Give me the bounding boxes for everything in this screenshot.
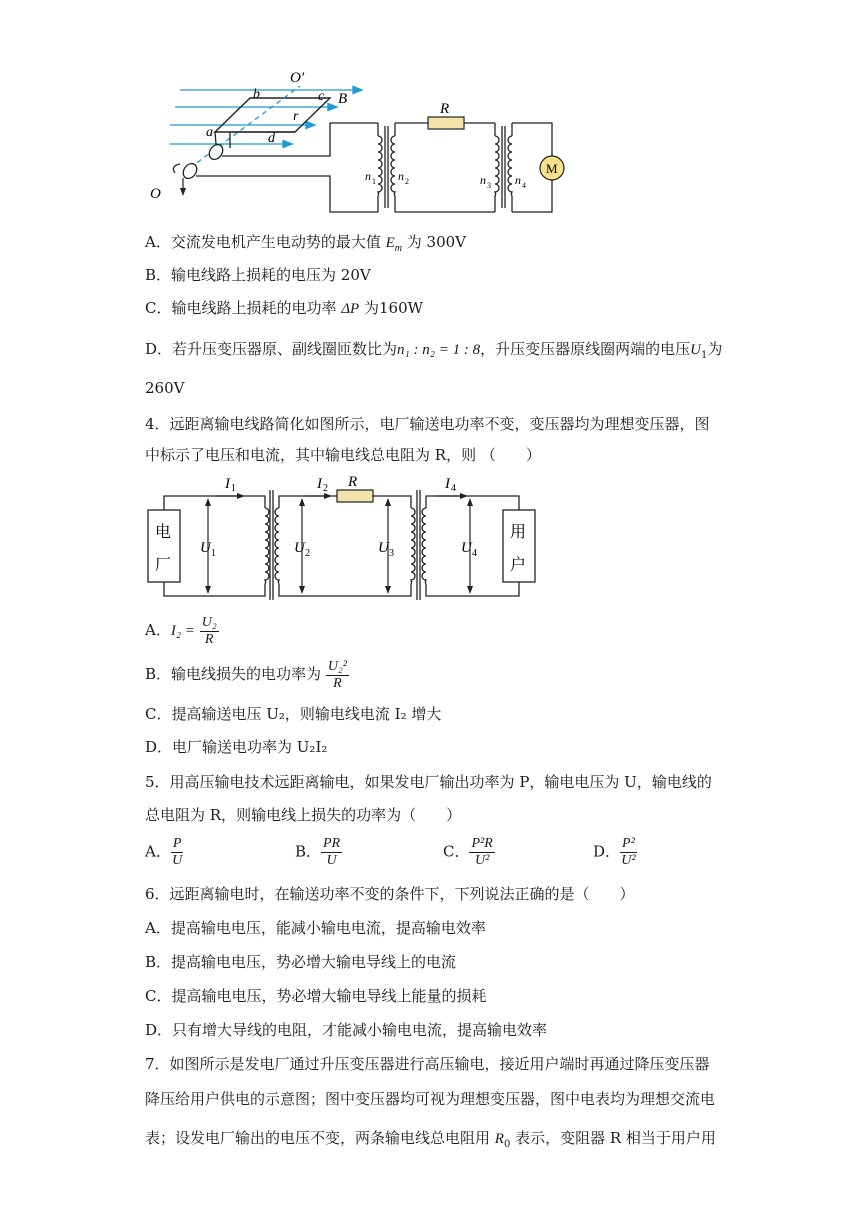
svg-text:r: r [293,109,299,124]
step-down-transformer [495,123,512,212]
q5-option-b: B． $\frac{PR}{U}$ [295,836,341,868]
svg-text:R: R [348,474,358,490]
svg-text:1: 1 [231,483,236,494]
svg-text:I: I [445,476,450,492]
q6-option-b: B．提高输电电压，势必增大输电导线上的电流 [145,953,457,971]
transmission-circuit-figure [145,472,540,602]
step-up-transformer [378,123,395,212]
svg-text:n: n [365,169,371,183]
q4-option-c: C．提高输送电压 U₂，则输电线电流 I₂ 增大 [145,705,442,723]
svg-text:a: a [206,125,213,140]
svg-text:4: 4 [451,483,456,494]
q3-option-c: C．输电线路上损耗的电功率 ΔP 为160W [145,299,424,317]
q5-option-d: D． $\frac{\text{P²}}{\text{U²}}$ [593,836,636,868]
svg-text:b: b [253,87,260,102]
q3-option-b: B．输电线路上损耗的电压为 20V [145,266,371,284]
q5-option-c: C． $\frac{\text{P²R}}{\text{U²}}$ [443,836,493,868]
q3-option-d: D．若升压变压器原、副线圈匝数比为n₁ : n₂ = 1 : 8，升压变压器原线圈两端的电压$U_1$为 [145,340,723,361]
q6-option-d: D．只有增大导线的电阻，才能减小输电电流，提高输电效率 [145,1021,548,1039]
svg-text:n: n [515,173,521,187]
svg-text:4: 4 [522,181,526,190]
svg-text:d: d [268,131,275,146]
q4-option-d: D．电厂输送电功率为 U₂I₂ [145,738,328,756]
generator-transmission-figure [140,68,570,218]
q4-option-a: A．I₂ = $\frac{\text{U₂}}{R}$ [145,614,217,647]
svg-text:3: 3 [389,548,394,559]
q7-line2: 降压给用户供电的示意图；图中变压器均可视为理想变压器，图中电表均为理想交流电 [145,1090,716,1108]
svg-text:4: 4 [472,548,477,559]
svg-text:B: B [338,91,348,107]
svg-text:2: 2 [305,548,310,559]
svg-text:1: 1 [372,177,376,186]
svg-text:厂: 厂 [155,557,172,574]
svg-text:R: R [440,101,450,117]
svg-text:U: U [378,540,389,556]
magnetic-field-lines [170,87,362,148]
resistor-R [428,117,464,129]
svg-text:电: 电 [155,524,172,541]
svg-text:2: 2 [323,483,328,494]
svg-text:户: 户 [510,557,527,574]
svg-text:1: 1 [211,548,216,559]
q7-line1: 7．如图所示是发电厂通过升压变压器进行高压输电，接近用户端时再通过降压变压器 [145,1055,710,1073]
svg-text:I: I [317,476,322,492]
svg-text:U: U [461,540,472,556]
svg-text:I: I [225,476,230,492]
label-o-prime: O′ [290,70,305,86]
svg-text:n: n [398,169,404,183]
q4-stem-line2: 中标示了电压和电流，其中输电线总电阻为 R，则 （ ） [145,446,541,464]
q6-stem: 6．远距离输电时，在输送功率不变的条件下，下列说法正确的是（ ） [145,885,635,903]
svg-text:用: 用 [510,524,527,541]
svg-text:2: 2 [405,177,409,186]
svg-text:3: 3 [487,181,491,190]
svg-text:O: O [150,186,161,202]
line-resistance-R [337,490,373,502]
q7-line3: 表；设发电厂输出的电压不变，两条输电线总电阻用 $R_0$ 表示，变阻器 R 相当于用户用 [145,1129,716,1150]
q6-option-c: C．提高输电电压，势必增大输电导线上能量的损耗 [145,987,487,1005]
coil-frame [215,98,330,132]
q3-option-a: A．交流发电机产生电动势的最大值 $E_m$ 为 300V [145,233,467,254]
q5-option-a: A． $\frac{P}{U}$ [145,836,183,868]
q5-stem-line2: 总电阻为 R，则输电线上损失的功率为（ ） [145,806,462,824]
svg-text:M: M [546,161,558,176]
svg-text:U: U [200,540,211,556]
svg-text:c: c [318,89,325,104]
q6-option-a: A．提高输电电压，能减小输电电流，提高输电效率 [145,919,486,937]
svg-text:n: n [480,173,486,187]
q5-stem-line1: 5．用高压输电技术远距离输电，如果发电厂输出功率为 P，输电电压为 U，输电线的 [145,773,712,791]
q4-option-b: B．输电线损失的电功率为 $\frac{\text{U₂²}}{R}$ [145,658,347,691]
q4-stem-line1: 4．远距离输电线路简化如图所示，电厂输送电功率不变，变压器均为理想变压器，图 [145,415,710,433]
q5-options [145,836,705,876]
svg-text:U: U [294,540,305,556]
q3-option-d-cont: 260V [145,379,185,397]
